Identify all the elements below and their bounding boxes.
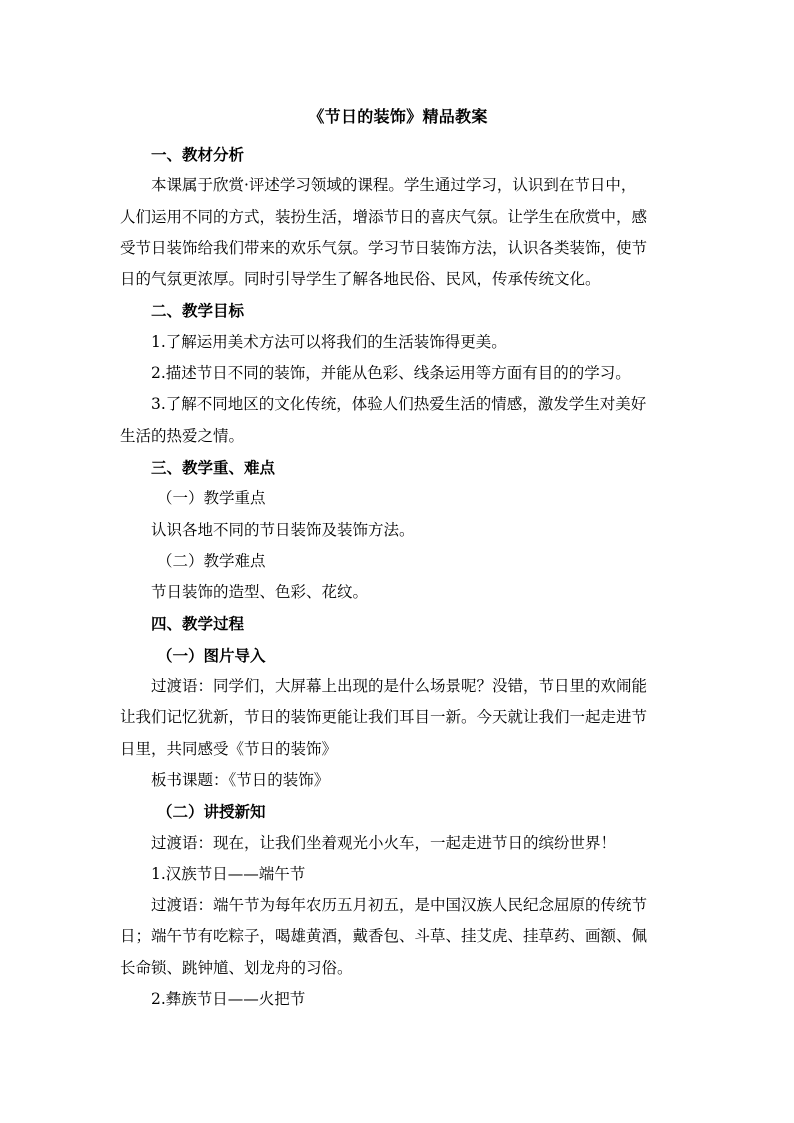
paragraph-line: 受节日装饰给我们带来的欢乐气氛。学习节日装饰方法，认识各类装饰，使节 (120, 238, 648, 257)
goal-item-1: 1.了解运用美术方法可以将我们的生活装饰得更美。 (151, 332, 507, 351)
paragraph-line: 人们运用不同的方式，装扮生活，增添节日的喜庆气氛。让学生在欣赏中，感 (120, 207, 648, 226)
paragraph-line: 过渡语：同学们，大屏幕上出现的是什么场景呢？没错，节日里的欢闹能 (151, 677, 648, 696)
festival-item-1: 1.汉族节日——端午节 (151, 864, 306, 883)
difficulty-text: 节日装饰的造型、色彩、花纹。 (151, 583, 369, 602)
paragraph-line: 生活的热爱之情。 (120, 426, 245, 445)
festival-item-1-paragraph (120, 890, 676, 984)
festival-item-2: 2.彝族节日——火把节 (151, 990, 306, 1009)
paragraph-line: 让我们记忆犹新，节日的装饰更能让我们耳目一新。今天就让我们一起走进节 (120, 708, 648, 727)
key-point-text: 认识各地不同的节日装饰及装饰方法。 (151, 520, 415, 539)
subheading-picture-intro: （一）图片导入 (157, 645, 266, 665)
board-title-text: 板书课题：《节日的装饰》 (151, 770, 330, 789)
paragraph-line: 长命锁、跳钟馗、划龙舟的习俗。 (120, 958, 353, 977)
goal-item-3 (120, 389, 676, 452)
picture-intro-paragraph (120, 671, 676, 765)
subheading-key-point: （一）教学重点 (157, 489, 266, 508)
paragraph-line: 3.了解不同地区的文化传统，体验人们热爱生活的情感，激发学生对美好 (151, 395, 647, 414)
document-title: 《节日的装饰》精品教案 (308, 107, 488, 126)
subheading-new-knowledge: （二）讲授新知 (157, 802, 266, 822)
section-heading-process: 四、教学过程 (151, 614, 245, 634)
section-heading-analysis: 一、教材分析 (151, 145, 245, 164)
section-heading-goals: 二、教学目标 (151, 301, 245, 321)
paragraph-line: 日里，共同感受《节日的装饰》 (120, 739, 338, 758)
section-heading-key-points: 三、教学重、难点 (151, 457, 276, 477)
paragraph-line: 日；端午节有吃粽子，喝雄黄酒，戴香包、斗草、挂艾虎、挂草药、画额、佩 (120, 927, 648, 946)
paragraph-line: 日的气氛更浓厚。同时引导学生了解各地民俗、民风，传承传统文化。 (120, 270, 601, 289)
goal-item-2: 2.描述节日不同的装饰，并能从色彩、线条运用等方面有目的的学习。 (151, 364, 631, 383)
document-body (120, 103, 676, 1015)
paragraph-line: 本课属于欣赏·评述学习领域的课程。学生通过学习，认识到在节日中， (151, 176, 637, 195)
analysis-paragraph (120, 170, 676, 295)
subheading-difficulty: （二）教学难点 (157, 551, 266, 570)
paragraph-line: 过渡语：端午节为每年农历五月初五，是中国汉族人民纪念屈原的传统节 (151, 896, 648, 915)
new-knowledge-intro: 过渡语：现在，让我们坐着观光小火车，一起走进节日的缤纷世界！ (151, 833, 617, 852)
